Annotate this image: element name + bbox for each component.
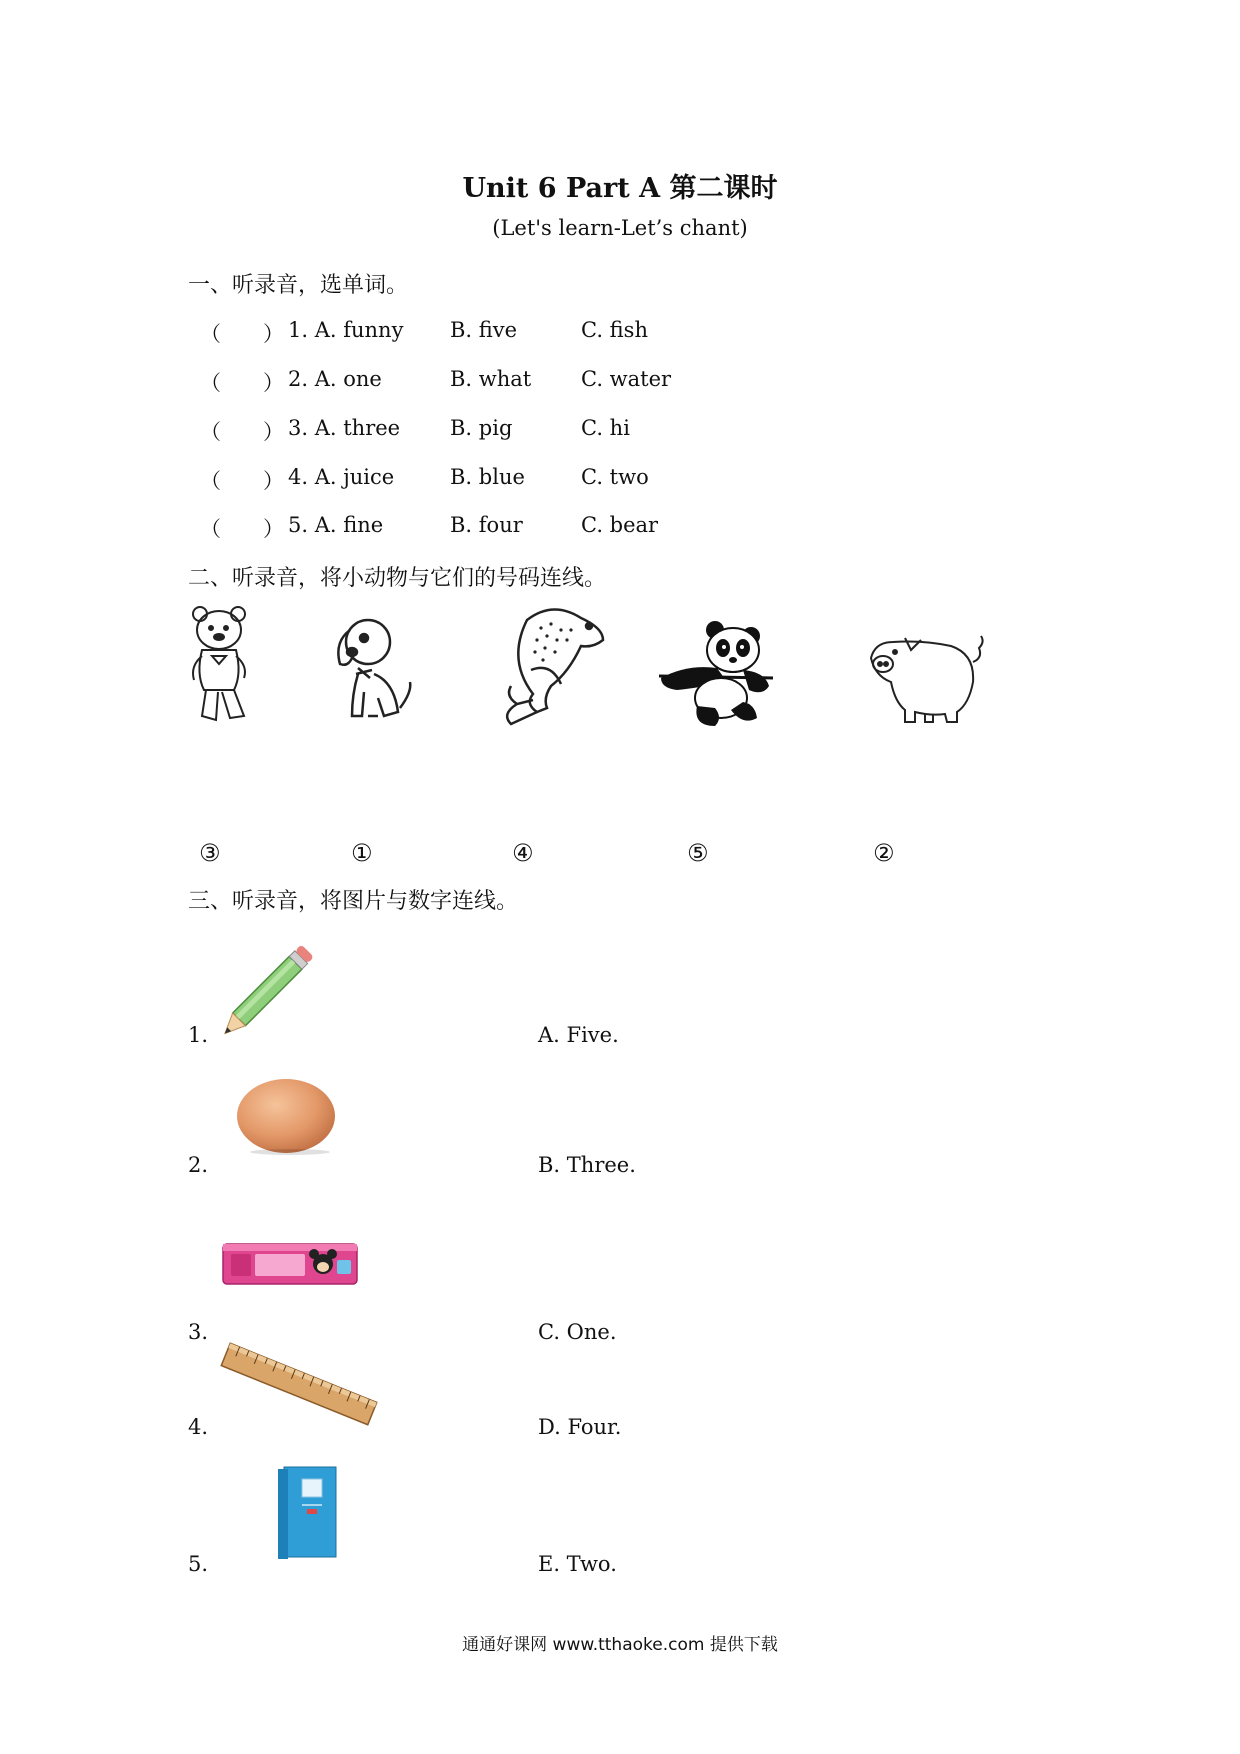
egg-picture: [234, 1072, 338, 1154]
option-c: C. bear: [581, 513, 659, 537]
word-label: A. Five.: [538, 1023, 619, 1047]
answer-bracket-close: ）: [263, 371, 284, 395]
question-2: [188, 367, 788, 397]
question-5: [188, 513, 788, 543]
panda-picture: [657, 622, 775, 728]
question-3: [188, 416, 788, 446]
book-picture: [276, 1465, 338, 1560]
answer-bracket-close: ）: [263, 420, 284, 444]
answer-bracket-close: ）: [263, 322, 284, 346]
option-a: 5. A. fine: [288, 513, 384, 537]
option-b: B. four: [450, 513, 523, 537]
picture-number: 2.: [188, 1153, 209, 1177]
pig-picture: [865, 632, 990, 724]
answer-bracket-open: （: [200, 371, 221, 395]
answer-bracket-open: （: [200, 420, 221, 444]
option-a: 1. A. funny: [288, 318, 404, 342]
option-c: C. water: [581, 367, 672, 391]
pencil-picture: [218, 932, 328, 1036]
word-label: E. Two.: [538, 1552, 617, 1576]
animal-number: ①: [351, 839, 373, 867]
answer-bracket-open: （: [200, 469, 221, 493]
option-c: C. fish: [581, 318, 648, 342]
animal-number: ②: [873, 839, 895, 867]
option-b: B. what: [450, 367, 532, 391]
option-a: 4. A. juice: [288, 465, 395, 489]
answer-bracket-close: ）: [263, 469, 284, 493]
option-a: 2. A. one: [288, 367, 382, 391]
picture-number: 3.: [188, 1320, 209, 1344]
picture-number: 1.: [188, 1023, 209, 1047]
word-label: B. Three.: [538, 1153, 636, 1177]
option-c: C. two: [581, 465, 649, 489]
animal-number: ④: [512, 839, 534, 867]
section-2-heading: 二、听录音，将小动物与它们的号码连线。: [188, 566, 607, 591]
bear-picture: [186, 604, 256, 729]
question-1: [188, 318, 788, 348]
animal-number: ③: [199, 839, 221, 867]
word-label: D. Four.: [538, 1415, 622, 1439]
answer-bracket-open: （: [200, 517, 221, 541]
ruler-picture: [218, 1345, 380, 1423]
section-1-heading: 一、听录音，选单词。: [188, 273, 409, 298]
word-label: C. One.: [538, 1320, 617, 1344]
page-title: Unit 6 Part A 第二课时: [462, 173, 778, 204]
option-b: B. five: [450, 318, 518, 342]
option-b: B. pig: [450, 416, 513, 440]
section-3-heading: 三、听录音，将图片与数字连线。: [188, 889, 519, 914]
pencil-case-picture: [221, 1238, 361, 1288]
fish-picture: [497, 600, 609, 728]
answer-bracket-open: （: [200, 322, 221, 346]
option-c: C. hi: [581, 416, 630, 440]
picture-number: 4.: [188, 1415, 209, 1439]
question-4: [188, 465, 788, 495]
picture-number: 5.: [188, 1552, 209, 1576]
answer-bracket-close: ）: [263, 517, 284, 541]
dog-picture: [328, 612, 423, 722]
option-a: 3. A. three: [288, 416, 401, 440]
page-subtitle: (Let's learn-Let’s chant): [492, 216, 748, 240]
animal-number: ⑤: [687, 839, 709, 867]
footer-credit: 通通好课网 www.tthaoke.com 提供下载: [462, 1635, 778, 1655]
option-b: B. blue: [450, 465, 525, 489]
